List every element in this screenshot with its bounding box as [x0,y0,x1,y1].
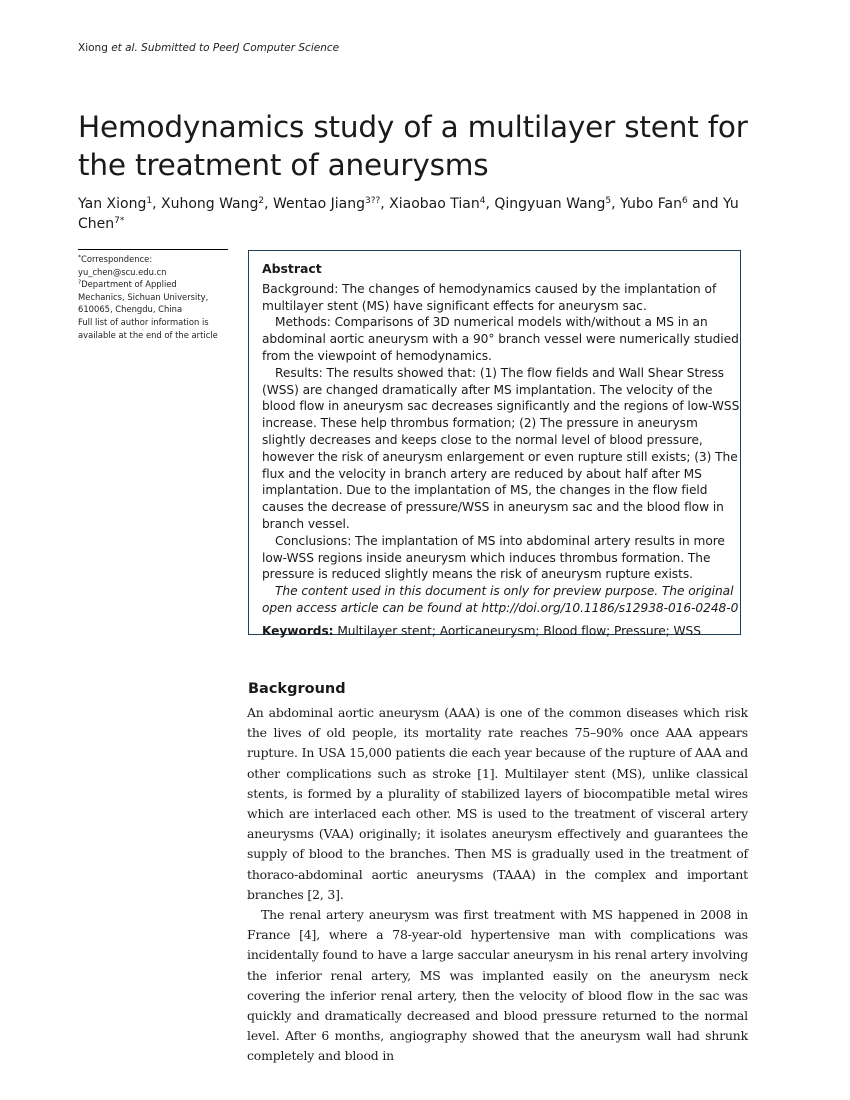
section-heading: Background [248,681,346,697]
running-head-etal: et al. [111,42,138,54]
author-info-note: Full list of author information is [78,316,209,327]
author-name: Xiaobao Tian [389,196,480,212]
section-body [247,703,748,1067]
correspondence-email[interactable]: yu_chen@scu.edu.cn [78,266,167,277]
abstract-methods: Methods: Comparisons of 3D numerical models with/without a MS in an abdominal aortic aneurysm with a 90° branch vessel were numerically studied from the viewpoint of hemodynamics. [262,315,739,363]
author-separator: , [485,196,495,212]
paper-title: Hemodynamics study of a multilayer stent for the treatment of aneurysms [78,110,748,182]
abstract-box [248,250,741,638]
author-name: Yan Xiong [78,196,147,212]
author-list [78,194,758,234]
abstract-background: Background: The changes of hemodynamics caused by the implantation of multilayer stent (MS) have significant effects for aneurysm sac. [262,281,717,313]
author-affiliation-mark: 7* [114,216,125,226]
department-mark: ? [78,279,82,287]
author-separator: , [152,196,161,212]
author-separator: and [687,196,723,212]
author-affiliation-mark: 5 [605,196,612,206]
running-head-authors: Xiong [78,42,112,54]
body-paragraph: The renal artery aneurysm was first treatment with MS happened in 2008 in France [4], where a 78-year-old hypertensive man with complications was incidentally found to have a large saccular aneurysm in his renal artery involving the inferior renal artery, MS was implanted easily on the aneurysm neck covering the inferior renal artery, then the velocity of blood flow in the sac was quickly and dramatically decreased and blood pressure returned to the normal level. After 6 months, angiography showed that the aneurysm wall had shrunk completely and blood in [247,907,748,1064]
keywords-label: Keywords: [262,623,334,638]
author-name: Yu Chen [78,196,739,232]
keywords-line [262,623,740,640]
department-line: Mechanics, Sichuan University, [78,291,209,302]
author-affiliation-mark: 4 [479,196,486,206]
department-line: Department of Applied [81,279,177,290]
body-paragraph: An abdominal aortic aneurysm (AAA) is one of the common diseases which risk the lives of old people, its mortality rate reaches 75–90% once AAA appears rupture. In USA 15,000 patients die each year because of the rupture of AAA and other complications such as stroke [1]. Multilayer stent (MS), unlike classical stents, is formed by a plurality of stabilized layers of biocompatible metal wires which are interlaced each other. MS is used to the treatment of visceral artery aneurysms (VAA) originally; it isolates aneurysm effectively and guarantees the supply of blood to the branches. Then MS is gradually used in the treatment of thoraco-abdominal aortic aneurysms (TAAA) in the complex and important branches [2, 3]. [247,705,748,902]
author-name: Yubo Fan [620,196,682,212]
abstract-results: Results: The results showed that: (1) The flow fields and Wall Shear Stress (WSS) are changed dramatically after MS implantation. The velocity of the blood flow in aneurysm sac decreases significantly and the regions of low-WSS increase. These help thrombus formation; (2) The pressure in aneurysm slightly decreases and keeps close to the normal level of blood pressure, however the risk of aneurysm enlargement or even rupture still exists; (3) The flux and the velocity in branch artery are reduced by about half after MS implantation. Due to the implantation of MS, the changes in the flow field causes the decrease of pressure/WSS in aneurysm sac and the blood flow in branch vessel. [262,365,740,531]
author-separator: , [380,196,390,212]
author-name: Qingyuan Wang [494,196,606,212]
author-info-note: available at the end of the article [78,329,218,340]
preview-note: The content used in this document is only for preview purpose. The original open access article can be found at http://doi.org/10.1186/s12938-016-0248-0 [262,584,739,615]
author-affiliation-mark: 1 [146,196,153,206]
correspondence-label: Correspondence: [81,254,153,264]
keywords-list: Multilayer stent; Aorticaneurysm; Blood flow; Pressure; WSS [337,623,701,638]
abstract-heading: Abstract [262,261,322,276]
author-affiliation-mark: 3?? [364,196,381,206]
running-head-venue: Submitted to PeerJ Computer Science [137,42,340,54]
correspondence-mark: * [78,254,81,261]
author-separator: , [264,196,274,212]
author-name: Xuhong Wang [160,196,259,212]
abstract-conclusions: Conclusions: The implantation of MS into abdominal artery results in more low-WSS regions inside aneurysm which induces thrombus formation. The pressure is reduced slightly means the risk of aneurysm rupture exists. [262,533,725,582]
author-affiliation-mark: 6 [682,196,688,206]
author-separator: , [611,196,621,212]
sidenotes [78,253,238,341]
running-head [78,42,339,54]
department-line: 610065, Chengdu, China [78,304,183,315]
author-name: Wentao Jiang [273,196,365,212]
sidenote-divider [78,249,228,250]
author-affiliation-mark: 2 [258,196,265,206]
